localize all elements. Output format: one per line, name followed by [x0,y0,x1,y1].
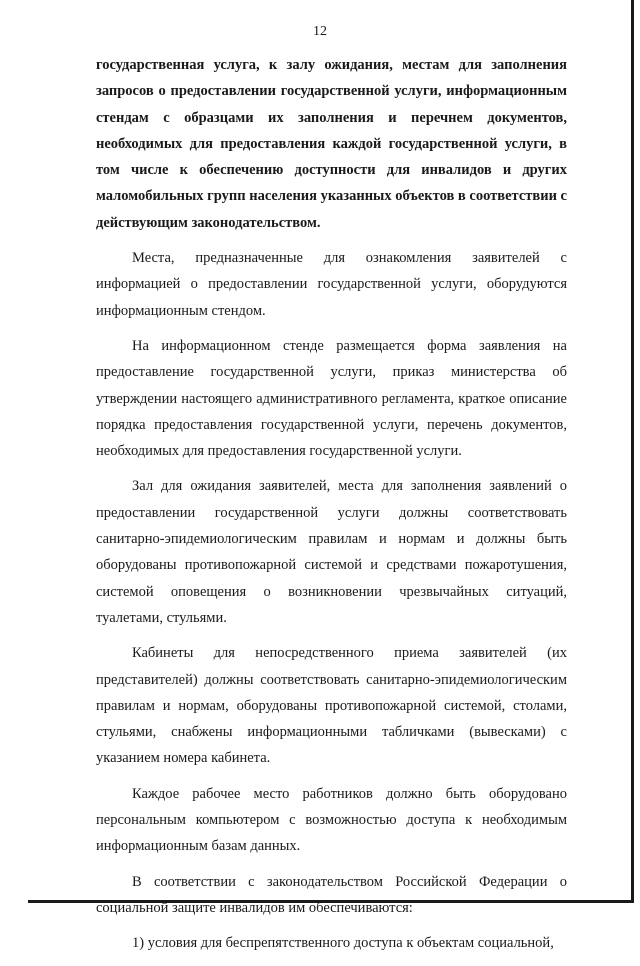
paragraph-waiting-hall: Зал для ожидания заявителей, места для заполнения заявлений о предоставлении государственной услуги должны соответствовать санитарно-эпидемиологическим правилам и нормам и должны быть оборудованы противопожарной системой и средствами пожаротушения, системой оповещения о возникновении чрезвычайных ситуаций, туалетами, стульями. [96,478,567,626]
paragraph-stand-contents: На информационном стенде размещается форма заявления на предоставление государственной услуги, приказ министерства об утверждении настоящего административного регламента, краткое описание порядка предоставления государственной услуги, перечень документов, необходимых для предоставления государственной услуги. [96,337,567,460]
paragraph-workplace: Каждое рабочее место работников должно быть оборудовано персональным компьютером с возможностью доступа к необходимым информационным базам данных. [96,785,567,855]
paragraph-item-1: 1) условия для беспрепятственного доступа к объектам социальной, [132,935,554,952]
paragraph-requirements-heading-continuation: государственная услуга, к залу ожидания, местам для заполнения запросов о предоставлении государственной услуги, информационным стендам с образцами их заполнения и перечнем документов, необходимых для предоставления каждой государственной услуги, в том числе к обеспечению доступности для инвалидов и других маломобильных групп населения указанных объектов в соответствии с действующим законодательством. [96,57,567,231]
paragraph-disabled-protection: В соответствии с законодательством Российской Федерации о социальной защите инвалидов им обеспечиваются: [96,873,567,916]
paragraph-info-stand: Места, предназначенные для ознакомления заявителей с информацией о предоставлении государственной услуги, оборудуются информационным стендом. [96,250,567,319]
scan-edge-right [631,0,634,902]
paragraph-reception-offices: Кабинеты для непосредственного приема заявителей (их представителей) должны соответствовать санитарно-эпидемиологическим правилам и нормам, оборудованы противопожарной системой, столами, стульями, снабжены информационными табличками (вывесками) с указанием номера кабинета. [96,645,567,767]
document-body [96,52,567,966]
page-number: 12 [313,24,327,39]
